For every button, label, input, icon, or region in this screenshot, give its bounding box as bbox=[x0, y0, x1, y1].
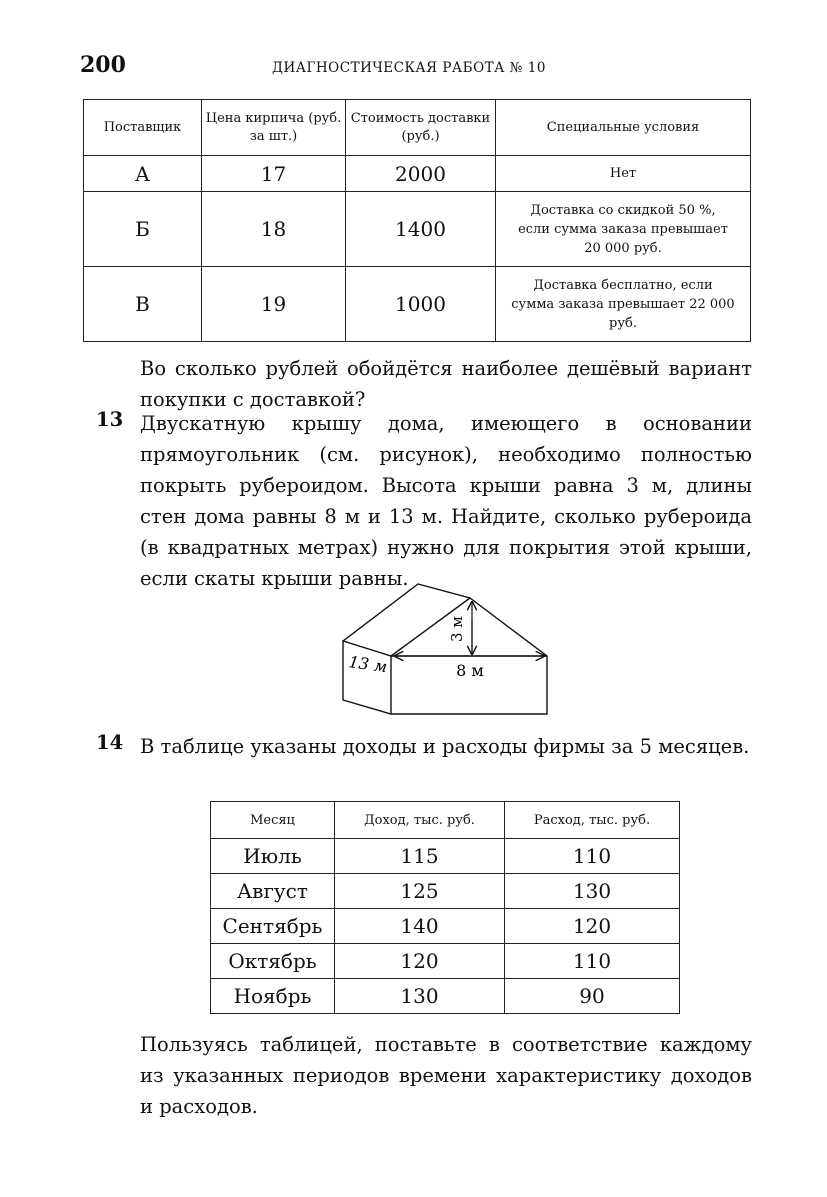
cell: Доставка бесплатно, если сумма заказа превышает 22 000 руб. bbox=[496, 267, 751, 342]
question-12-text: Во сколько рублей обойдётся наиболее дешёвый вариант покупки с доставкой? bbox=[140, 357, 752, 411]
cell: А bbox=[84, 156, 202, 192]
cell: 1400 bbox=[346, 192, 496, 267]
cell: 110 bbox=[505, 944, 680, 979]
income-expense-table bbox=[210, 801, 680, 1014]
cell: 115 bbox=[335, 839, 505, 874]
question-14-text: В таблице указаны доходы и расходы фирмы за 5 месяцев. bbox=[140, 735, 750, 758]
cell: 18 bbox=[202, 192, 346, 267]
table-row bbox=[211, 944, 680, 979]
header-cell: Доход, тыс. руб. bbox=[335, 802, 505, 839]
cell: 125 bbox=[335, 874, 505, 909]
cell: 2000 bbox=[346, 156, 496, 192]
cell: 140 bbox=[335, 909, 505, 944]
cell: 17 bbox=[202, 156, 346, 192]
question-13-number: 13 bbox=[96, 408, 124, 431]
cell: Июль bbox=[211, 839, 335, 874]
question-14-instructions: Пользуясь таблицей, поставьте в соответствие каждому из указанных периодов времени характеристику доходов и расходов. bbox=[140, 1033, 752, 1118]
cell: Сентябрь bbox=[211, 909, 335, 944]
cell: 90 bbox=[505, 979, 680, 1014]
running-title: ДИАГНОСТИЧЕСКАЯ РАБОТА № 10 bbox=[272, 60, 546, 76]
cell: 130 bbox=[335, 979, 505, 1014]
table-row bbox=[211, 839, 680, 874]
height-label: 3 м bbox=[448, 616, 466, 642]
table-header-row bbox=[211, 802, 680, 839]
cell: Октябрь bbox=[211, 944, 335, 979]
table-row bbox=[211, 909, 680, 944]
table-row bbox=[211, 874, 680, 909]
header-cell: Месяц bbox=[211, 802, 335, 839]
question-14-number: 14 bbox=[96, 731, 124, 754]
cell: 19 bbox=[202, 267, 346, 342]
depth-label: 13 м bbox=[347, 652, 389, 677]
header-cell: Стоимость доставки (руб.) bbox=[346, 100, 496, 156]
cell: 130 bbox=[505, 874, 680, 909]
cell: Б bbox=[84, 192, 202, 267]
table-row bbox=[211, 979, 680, 1014]
cell: Доставка со скидкой 50 %, если сумма заказа превышает 20 000 руб. bbox=[496, 192, 751, 267]
cell: В bbox=[84, 267, 202, 342]
cell: 120 bbox=[505, 909, 680, 944]
question-13-text: Двускатную крышу дома, имеющего в основании прямоугольник (см. рисунок), необходимо полностью покрыть рубероидом. Высота крыши равна 3 м, длины стен дома равны 8 м и 13 м. Найдите, сколько рубероида (в квадратных метрах) нужно для покрытия этой крыши, если скаты крыши равны. bbox=[140, 412, 752, 590]
cell: Нет bbox=[496, 156, 751, 192]
header-cell: Цена кирпича (руб. за шт.) bbox=[202, 100, 346, 156]
width-label: 8 м bbox=[456, 661, 484, 680]
cell: Август bbox=[211, 874, 335, 909]
cell: Ноябрь bbox=[211, 979, 335, 1014]
header-cell: Расход, тыс. руб. bbox=[505, 802, 680, 839]
header-cell: Специальные условия bbox=[496, 100, 751, 156]
cell: 1000 bbox=[346, 267, 496, 342]
cell: 120 bbox=[335, 944, 505, 979]
page-number: 200 bbox=[80, 52, 126, 78]
header-cell: Поставщик bbox=[84, 100, 202, 156]
cell: 110 bbox=[505, 839, 680, 874]
